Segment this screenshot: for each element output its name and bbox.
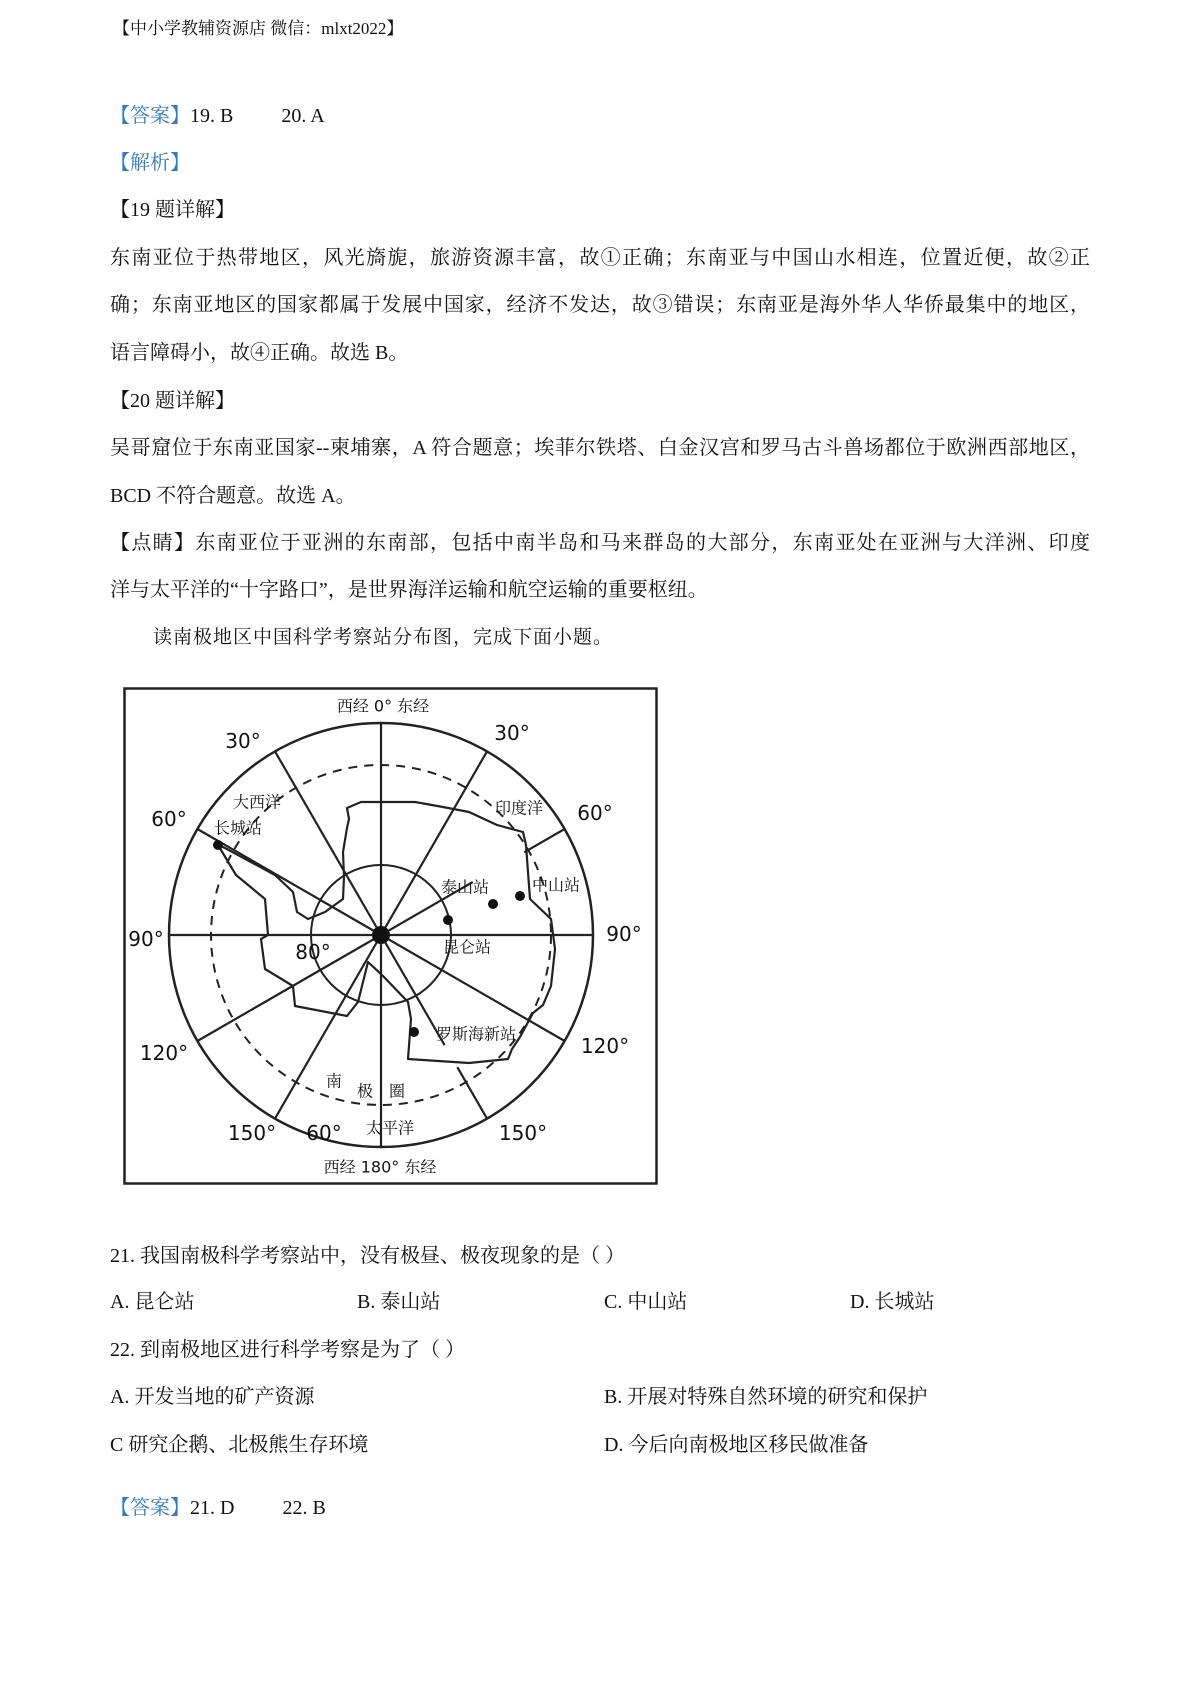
label-antarctic-circle-1: 南 — [325, 1071, 343, 1091]
answer-22: 22. B — [282, 1497, 326, 1519]
station-dot-taishan — [488, 899, 498, 909]
analysis-label: 【解析】 — [110, 152, 190, 174]
q22-option-d: D. 今后向南极地区移民做准备 — [604, 1434, 869, 1456]
label-90e: 90° — [606, 922, 642, 946]
tip-text: 东南亚位于亚洲的东南部，包括中南半岛和马来群岛的大部分，东南亚处在亚洲与大洋洲、印度 — [195, 532, 1091, 554]
antarctic-station-map — [123, 687, 658, 1185]
answer-line-21-22 — [110, 1495, 326, 1521]
label-kunlun-station: 昆仑站 — [442, 937, 492, 957]
label-indian-ocean: 印度洋 — [494, 798, 544, 818]
label-luosihai-station: 罗斯海新站 — [435, 1024, 517, 1044]
label-changcheng-station: 长城站 — [213, 818, 263, 838]
q19-detail-title: 【19 题详解】 — [110, 199, 235, 221]
answer-19: 19. B — [190, 105, 234, 127]
south-pole-dot — [372, 926, 390, 944]
q22-stem: 22. 到南极地区进行科学考察是为了（ ） — [110, 1339, 465, 1361]
q21-option-d: D. 长城站 — [850, 1291, 935, 1313]
label-atlantic-ocean: 大西洋 — [232, 792, 282, 812]
label-60e: 60° — [577, 801, 613, 825]
q20-detail-line: BCD 不符合题意。故选 A。 — [110, 485, 356, 507]
label-top-meridian: 西经 0° 东经 — [336, 696, 430, 716]
q22-option-b: B. 开展对特殊自然环境的研究和保护 — [604, 1386, 928, 1408]
q20-detail-title: 【20 题详解】 — [110, 390, 235, 412]
label-antarctic-circle-3: 圈 — [388, 1081, 406, 1101]
answer-21: 21. D — [190, 1497, 235, 1519]
tip-line: 洋与太平洋的“十字路口”，是世界海洋运输和航空运输的重要枢纽。 — [110, 579, 708, 601]
label-antarctic-circle-2: 极 — [356, 1081, 374, 1101]
q21-option-c: C. 中山站 — [604, 1291, 688, 1313]
label-120w: 120° — [139, 1041, 189, 1065]
label-60-lat: 60° — [306, 1121, 342, 1145]
station-dot-luosihai — [409, 1027, 419, 1037]
label-30w: 30° — [225, 729, 261, 753]
q21-option-b: B. 泰山站 — [357, 1291, 441, 1313]
answer-label: 【答案】 — [110, 105, 190, 127]
label-90w: 90° — [128, 927, 164, 951]
label-150e: 150° — [498, 1121, 548, 1145]
station-dot-kunlun — [443, 915, 453, 925]
q20-detail-line: 吴哥窟位于东南亚国家--柬埔寨，A 符合题意；埃菲尔铁塔、白金汉宫和罗马古斗兽场都位于欧洲西部地区， — [110, 437, 1090, 459]
q21-stem: 21. 我国南极科学考察站中，没有极昼、极夜现象的是（ ） — [110, 1245, 625, 1267]
label-60w: 60° — [151, 807, 187, 831]
q22-option-c: C 研究企鹅、北极熊生存环境 — [110, 1434, 369, 1456]
answer-line-19-20 — [110, 103, 325, 129]
tip-label: 【点睛】 — [110, 532, 196, 554]
q21-option-a: A. 昆仑站 — [110, 1291, 195, 1313]
label-zhongshan-station: 中山站 — [531, 875, 581, 895]
label-80-lat: 80° — [295, 940, 331, 964]
tip-line — [110, 530, 1090, 556]
answer-label: 【答案】 — [110, 1497, 190, 1519]
label-pacific-ocean: 太平洋 — [365, 1118, 415, 1138]
station-dot-zhongshan — [515, 891, 525, 901]
label-120e: 120° — [580, 1034, 630, 1058]
q19-detail-line: 确；东南亚地区的国家都属于发展中国家，经济不发达，故③错误；东南亚是海外华人华侨最集中的地区， — [110, 294, 1090, 316]
q19-detail-line: 语言障碍小，故④正确。故选 B。 — [110, 342, 409, 364]
map-caption: 读南极地区中国科学考察站分布图，完成下面小题。 — [153, 627, 614, 648]
label-taishan-station: 泰山站 — [440, 877, 490, 897]
label-bottom-meridian: 西经 180° 东经 — [323, 1157, 437, 1177]
station-dot-changcheng — [213, 840, 223, 850]
label-30e: 30° — [494, 721, 530, 745]
watermark-header: 【中小学教辅资源店 微信：mlxt2022】 — [113, 19, 404, 38]
label-150w: 150° — [227, 1121, 277, 1145]
q19-detail-line: 东南亚位于热带地区，风光旖旎，旅游资源丰富，故①正确；东南亚与中国山水相连，位置近便，故②正 — [110, 247, 1090, 269]
q22-option-a: A. 开发当地的矿产资源 — [110, 1386, 315, 1408]
answer-20: 20. A — [281, 105, 325, 127]
